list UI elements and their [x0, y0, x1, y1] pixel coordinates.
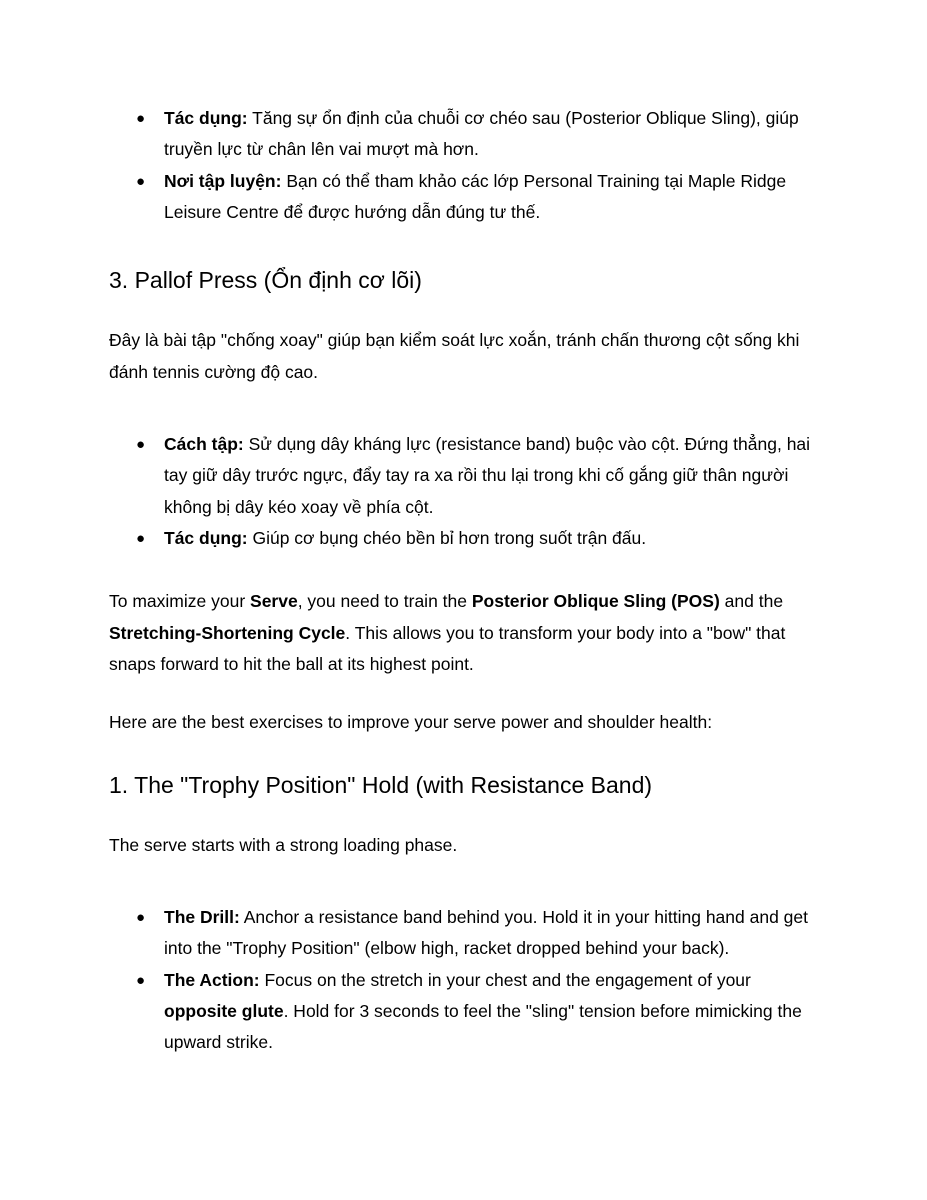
bold-run: Stretching-Shortening Cycle — [109, 622, 346, 643]
text-run: , you need to train the — [297, 591, 472, 611]
bullet-label: Cách tập: — [164, 434, 244, 454]
list-item — [109, 103, 824, 166]
trophy-intro: The serve starts with a strong loading phase. — [109, 835, 458, 855]
pallof-heading: 3. Pallof Press (Ổn định cơ lõi) — [109, 267, 422, 293]
bullet-text: Tăng sự ổn định của chuỗi cơ chéo sau (Posterior Oblique Sling), giúp truyền lực từ chân lên vai mượt mà hơn. — [164, 108, 799, 160]
text-run: and the — [719, 591, 784, 611]
serve-exercises-intro: Here are the best exercises to improve your serve power and shoulder health: — [109, 712, 713, 732]
bullet-label: Nơi tập luyện: — [164, 170, 282, 191]
bullet-label: Tác dụng: — [164, 527, 248, 548]
bullet-text: Focus on the stretch in your chest and the engagement of your — [259, 969, 751, 990]
list-item — [109, 902, 824, 965]
bold-run: Serve — [250, 591, 298, 611]
bullet-label: The Drill: — [164, 907, 240, 927]
bullet-text: Giúp cơ bụng chéo bền bỉ hơn trong suốt trận đấu. — [247, 527, 647, 548]
pallof-bullet-list — [109, 429, 824, 554]
bullet-text: Anchor a resistance band behind you. Hold it in your hitting hand and get into the "Trophy Position" (elbow high, racket dropped behind your back). — [164, 907, 809, 959]
list-item — [109, 166, 824, 229]
bullet-icon: ● — [136, 971, 146, 989]
bold-run: opposite glute — [164, 1000, 284, 1021]
bullet-text: Sử dụng dây kháng lực (resistance band) buộc vào cột. Đứng thẳng, hai tay giữ dây trước ngực, đẩy tay ra xa rồi thu lại trong khi cố gắng giữ thân người không bị dây kéo xoay về phía cột. — [164, 434, 811, 517]
bullet-text: Bạn có thể tham khảo các lớp Personal Training tại Maple Ridge Leisure Centre để được hướng dẫn đúng tư thế. — [164, 170, 787, 222]
serve-intro-paragraph — [109, 586, 824, 681]
trophy-bullet-list — [109, 902, 824, 1058]
list-item — [109, 965, 824, 1059]
text-run: To maximize your — [109, 591, 251, 611]
text-run: . This allows you to transform your body into a "bow" that snaps forward to hit the ball at its highest point. — [109, 622, 786, 674]
bullet-text: . Hold for 3 seconds to feel the "sling" tension before mimicking the upward strike. — [164, 1000, 802, 1053]
bullet-icon: ● — [136, 529, 146, 547]
bullet-icon: ● — [136, 110, 146, 127]
list-item — [109, 523, 824, 554]
bullet-icon: ● — [136, 436, 146, 453]
bullet-label: Tác dụng: — [164, 108, 248, 128]
bullet-icon: ● — [136, 172, 146, 190]
bullet-label: The Action: — [164, 969, 260, 990]
top-bullet-list — [109, 103, 824, 228]
trophy-heading: 1. The "Trophy Position" Hold (with Resistance Band) — [109, 772, 653, 798]
bullet-icon: ● — [136, 909, 146, 926]
bold-run: Posterior Oblique Sling (POS) — [471, 591, 720, 611]
list-item — [109, 429, 824, 523]
pallof-intro: Đây là bài tập "chống xoay" giúp bạn kiểm soát lực xoắn, tránh chấn thương cột sống khi đánh tennis cường độ cao. — [109, 330, 800, 382]
